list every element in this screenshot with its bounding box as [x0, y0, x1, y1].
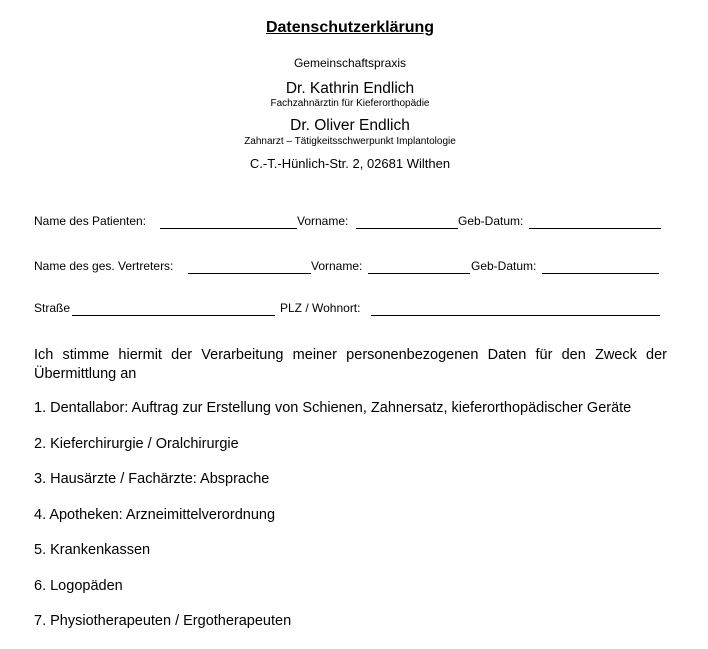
list-item: 1. Dentallabor: Auftrag zur Erstellung von Schienen, Zahnersatz, kieferorthopädischer Geräte [34, 400, 632, 416]
address-form-line [34, 301, 664, 319]
practice-address: C.-T.-Hünlich-Str. 2, 02681 Wilthen [249, 156, 451, 171]
list-item: 3. Hausärzte / Fachärzte: Absprache [34, 471, 270, 487]
street-field[interactable] [72, 315, 275, 316]
representative-birth-date-label: Geb-Datum: [471, 259, 537, 273]
representative-first-name-label: Vorname: [311, 259, 363, 273]
doctor-1-name: Dr. Kathrin Endlich [285, 80, 415, 97]
zip-city-field[interactable] [371, 315, 660, 316]
patient-name-field[interactable] [160, 228, 297, 229]
doctor-2-specialty: Zahnarzt – Tätigkeitsschwerpunkt Implantologie [244, 136, 456, 147]
recipient-list [34, 400, 631, 649]
representative-name-field[interactable] [188, 273, 311, 274]
list-item: 5. Krankenkassen [34, 542, 151, 558]
representative-form-line [34, 259, 664, 277]
list-item: 6. Logopäden [34, 577, 123, 594]
patient-form-line [34, 214, 664, 232]
patient-first-name-label: Vorname: [297, 214, 349, 228]
representative-first-name-field[interactable] [368, 273, 470, 274]
list-item: 4. Apotheken: Arzneimittelverordnung [34, 506, 276, 523]
list-item: 7. Physiotherapeuten / Ergotherapeuten [34, 613, 292, 629]
doctor-2-name: Dr. Oliver Endlich [290, 117, 410, 134]
zip-city-label: PLZ / Wohnort: [280, 301, 361, 315]
patient-birth-date-label: Geb-Datum: [458, 214, 524, 228]
doctor-1-specialty: Fachzahnärztin für Kieferorthopädie [270, 98, 430, 109]
consent-statement: Ich stimme hiermit der Verarbeitung meiner personenbezogenen Daten für den Zweck der Übermittlung an [34, 347, 667, 382]
street-label: Straße [34, 301, 71, 315]
patient-birth-date-field[interactable] [529, 228, 661, 229]
representative-name-label: Name des ges. Vertreters: [34, 259, 174, 273]
document-title: Datenschutzerklärung [265, 19, 435, 36]
patient-first-name-field[interactable] [356, 228, 458, 229]
list-item: 2. Kieferchirurgie / Oralchirurgie [34, 435, 239, 452]
representative-birth-date-field[interactable] [542, 273, 659, 274]
patient-name-label: Name des Patienten: [34, 214, 147, 228]
practice-type: Gemeinschaftspraxis [293, 56, 407, 70]
